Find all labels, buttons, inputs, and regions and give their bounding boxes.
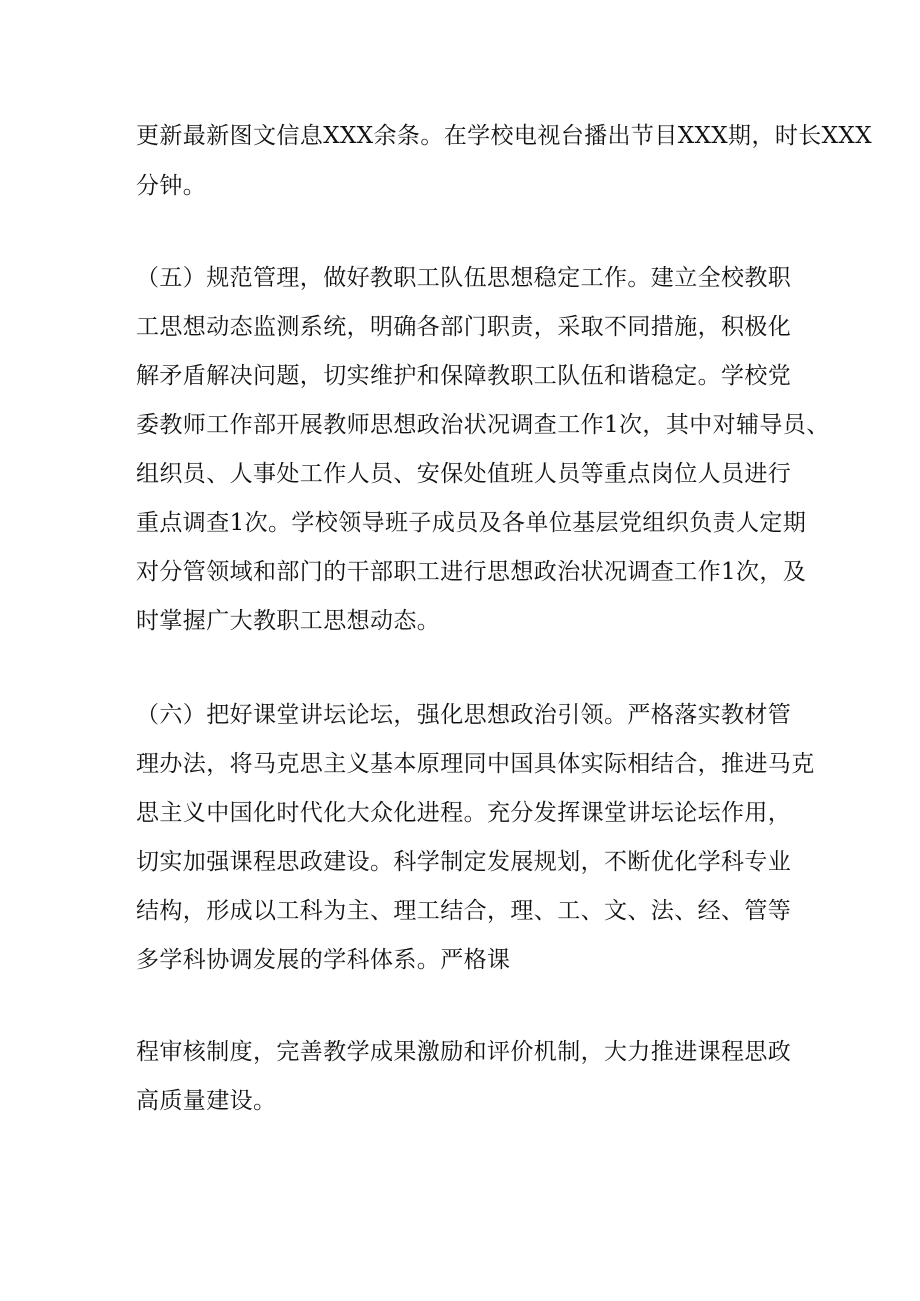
text-line: 重点调查1次。学校领导班子成员及各单位基层党组织负责人定期 <box>136 510 807 536</box>
text-line: 思主义中国化时代化大众化进程。充分发挥课堂讲坛论坛作用， <box>136 800 792 826</box>
text-line: 对分管领域和部门的干部职工进行思想政治状况调查工作1次，及 <box>136 559 807 585</box>
text-line: 结构，形成以工科为主、理工结合，理、工、文、法、经、管等 <box>136 898 792 924</box>
text-line: 工思想动态监测系统，明确各部门职责，采取不同措施，积极化 <box>136 314 792 340</box>
text-line: 组织员、人事处工作人员、安保处值班人员等重点岗位人员进行 <box>136 461 792 487</box>
text-line: 更新最新图文信息XXX余条。在学校电视台播出节目XXX期，时长XXX <box>136 123 872 149</box>
text-line: 切实加强课程思政建设。科学制定发展规划，不断优化学科专业 <box>136 849 792 875</box>
text-line: 程审核制度，完善教学成果激励和评价机制，大力推进课程思政 <box>136 1039 792 1065</box>
text-line: 时掌握广大教职工思想动态。 <box>136 608 441 634</box>
text-line: 委教师工作部开展教师思想政治状况调查工作1次，其中对辅导员、 <box>136 412 830 438</box>
text-line: （五）规范管理，做好教职工队伍思想稳定工作。建立全校教职 <box>136 265 792 291</box>
text-line: 分钟。 <box>136 173 207 199</box>
text-line: （六）把好课堂讲坛论坛，强化思想政治引领。严格落实教材管 <box>136 702 792 728</box>
text-line: 高质量建设。 <box>136 1088 277 1114</box>
text-line: 解矛盾解决问题，切实维护和保障教职工队伍和谐稳定。学校党 <box>136 363 792 389</box>
text-line: 理办法，将马克思主义基本原理同中国具体实际相结合，推进马克 <box>136 751 815 777</box>
text-line: 多学科协调发展的学科体系。严格课 <box>136 947 511 973</box>
